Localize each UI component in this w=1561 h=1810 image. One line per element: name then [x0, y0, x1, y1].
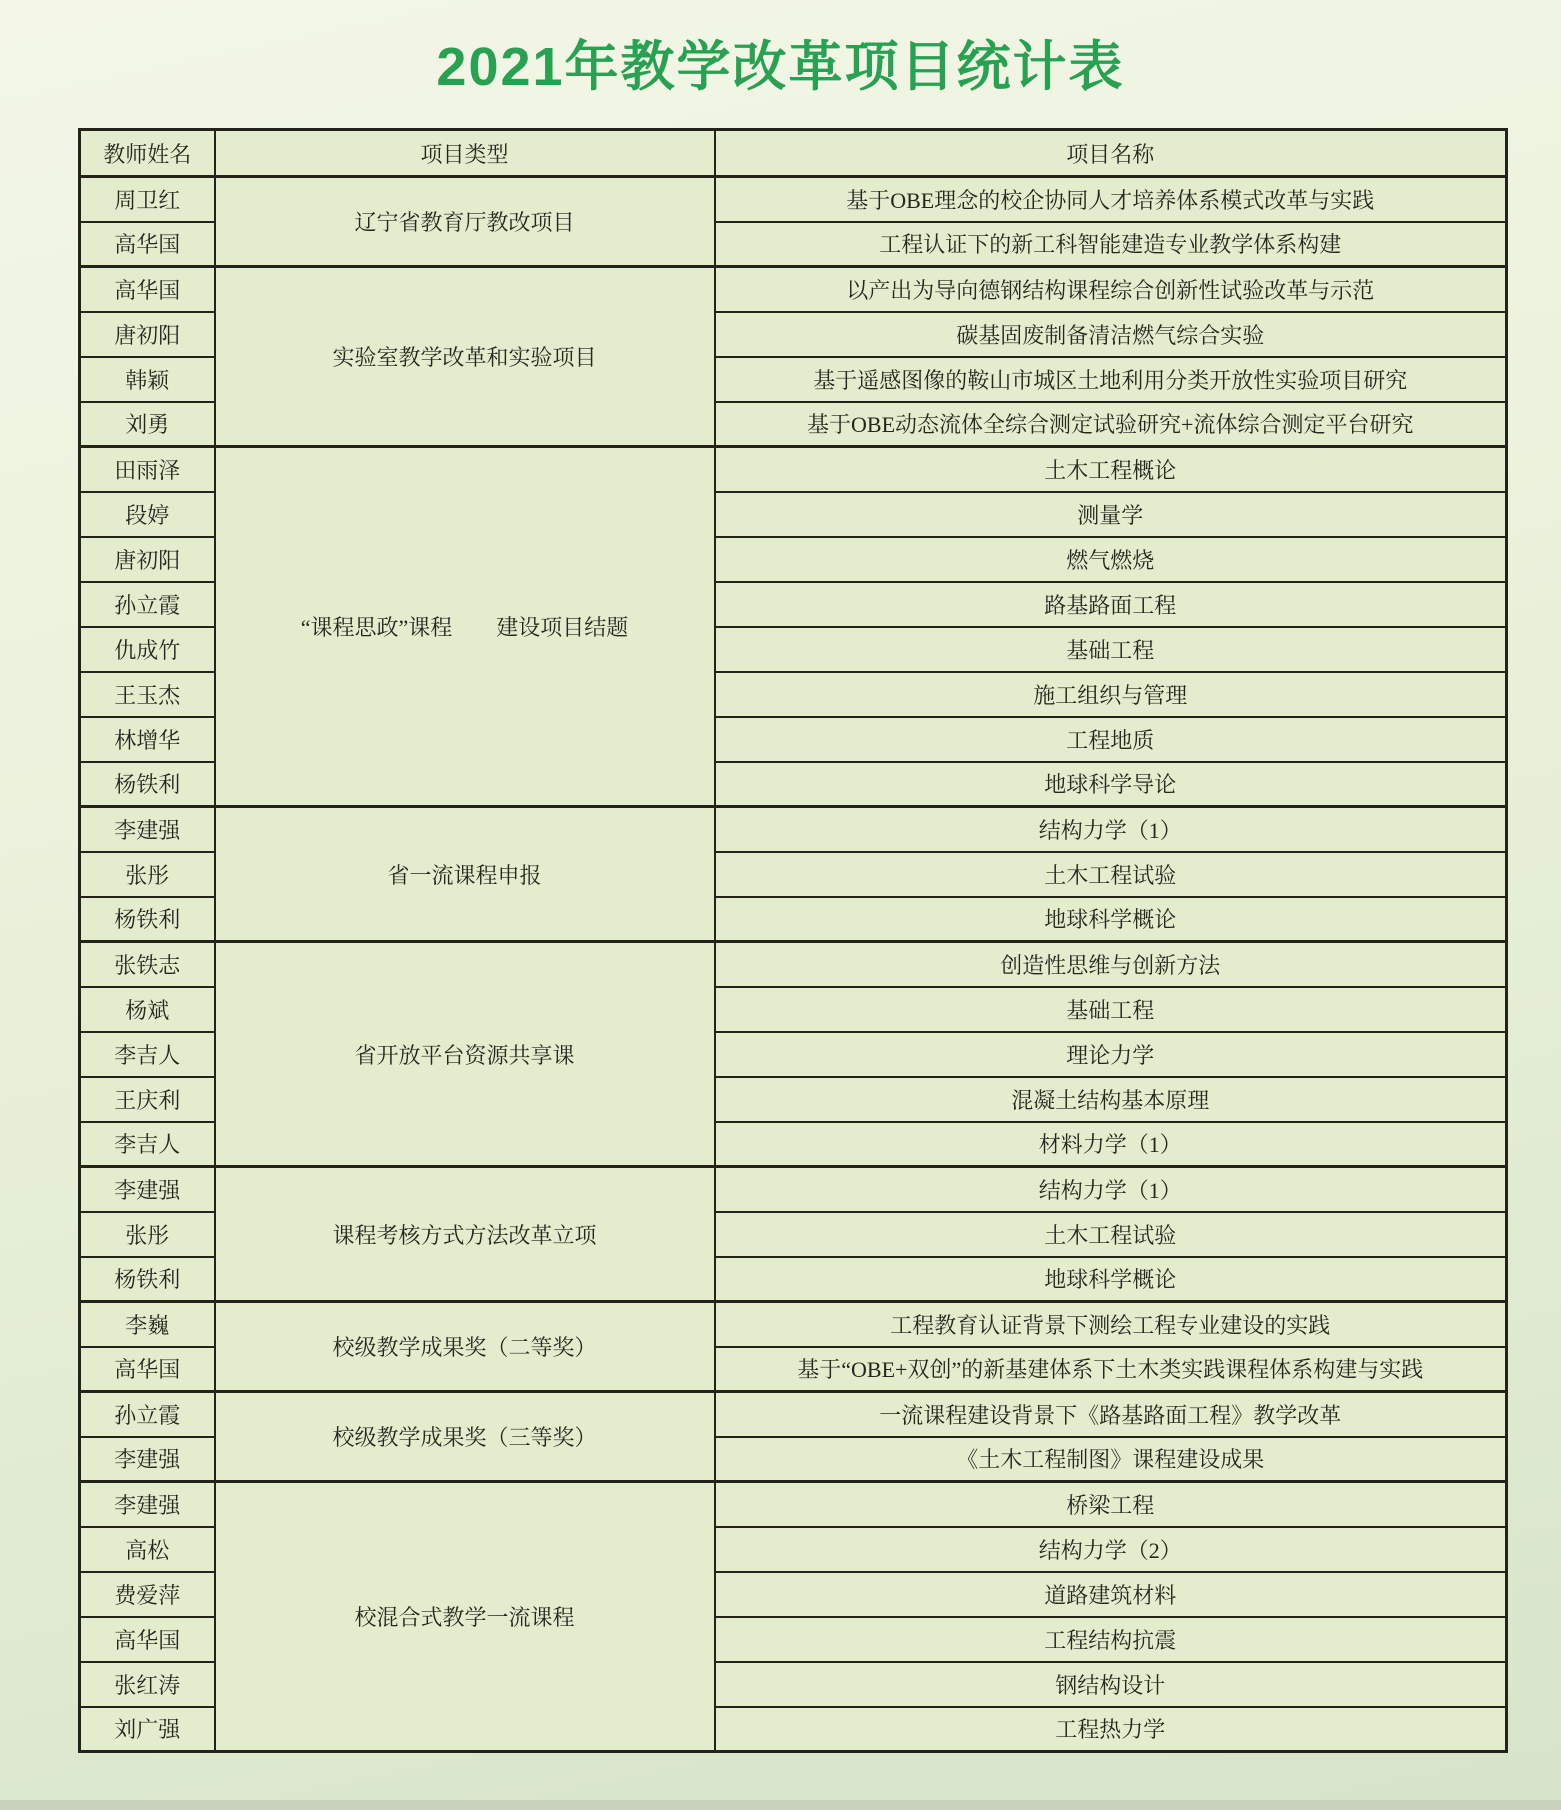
teacher-name-cell: 段婷: [80, 492, 215, 537]
teacher-name-cell: 李吉人: [80, 1032, 215, 1077]
project-type-cell: 实验室教学改革和实验项目: [215, 267, 715, 447]
teacher-name-cell: 刘广强: [80, 1707, 215, 1752]
project-name-cell: 燃气燃烧: [715, 537, 1507, 582]
teacher-name-cell: 林增华: [80, 717, 215, 762]
teacher-name-cell: 高华国: [80, 222, 215, 267]
page-title: 2021年教学改革项目统计表: [436, 37, 1125, 97]
project-name-cell: 工程教育认证背景下测绘工程专业建设的实践: [715, 1302, 1507, 1347]
teacher-name-cell: 杨铁利: [80, 1257, 215, 1302]
table-row: [80, 807, 1507, 852]
project-name-cell: 测量学: [715, 492, 1507, 537]
project-name-cell: 土木工程概论: [715, 447, 1507, 492]
project-name-cell: 一流课程建设背景下《路基路面工程》教学改革: [715, 1392, 1507, 1437]
project-name-cell: 路基路面工程: [715, 582, 1507, 627]
teacher-name-cell: 刘勇: [80, 402, 215, 447]
teacher-name-cell: 高华国: [80, 1347, 215, 1392]
project-type-cell: 辽宁省教育厅教改项目: [215, 177, 715, 267]
teacher-name-cell: 仇成竹: [80, 627, 215, 672]
project-name-cell: 地球科学概论: [715, 1257, 1507, 1302]
project-name-cell: 以产出为导向德钢结构课程综合创新性试验改革与示范: [715, 267, 1507, 312]
teacher-name-cell: 田雨泽: [80, 447, 215, 492]
project-name-cell: 工程认证下的新工科智能建造专业教学体系构建: [715, 222, 1507, 267]
projects-table: [78, 128, 1508, 1753]
project-name-cell: 创造性思维与创新方法: [715, 942, 1507, 987]
teacher-name-cell: 张铁志: [80, 942, 215, 987]
teacher-name-cell: 孙立霞: [80, 1392, 215, 1437]
project-type-cell: 校级教学成果奖（二等奖）: [215, 1302, 715, 1392]
teacher-name-cell: 李巍: [80, 1302, 215, 1347]
table-body: [80, 177, 1507, 1752]
teacher-name-cell: 高华国: [80, 1617, 215, 1662]
teacher-name-cell: 李建强: [80, 1167, 215, 1212]
project-name-cell: 《土木工程制图》课程建设成果: [715, 1437, 1507, 1482]
project-name-cell: 结构力学（1）: [715, 807, 1507, 852]
table-row: [80, 1167, 1507, 1212]
project-name-cell: 工程结构抗震: [715, 1617, 1507, 1662]
project-name-cell: 土木工程试验: [715, 1212, 1507, 1257]
project-name-cell: 结构力学（2）: [715, 1527, 1507, 1572]
teacher-name-cell: 张彤: [80, 1212, 215, 1257]
teacher-name-cell: 杨铁利: [80, 762, 215, 807]
teacher-name-cell: 唐初阳: [80, 537, 215, 582]
project-name-cell: 工程地质: [715, 717, 1507, 762]
teacher-name-cell: 唐初阳: [80, 312, 215, 357]
project-type-cell: 校级教学成果奖（三等奖）: [215, 1392, 715, 1482]
teacher-name-cell: 孙立霞: [80, 582, 215, 627]
table-row: [80, 267, 1507, 312]
bottom-edge-strip: [0, 1800, 1561, 1810]
teacher-name-cell: 高松: [80, 1527, 215, 1572]
project-type-cell: “课程思政”课程 建设项目结题: [215, 447, 715, 807]
teacher-name-cell: 李建强: [80, 1482, 215, 1527]
teacher-name-cell: 张红涛: [80, 1662, 215, 1707]
project-name-cell: 材料力学（1）: [715, 1122, 1507, 1167]
table-row: [80, 177, 1507, 222]
header-row: [80, 130, 1507, 177]
project-name-cell: 施工组织与管理: [715, 672, 1507, 717]
project-name-cell: 地球科学导论: [715, 762, 1507, 807]
project-name-cell: 工程热力学: [715, 1707, 1507, 1752]
table-row: [80, 942, 1507, 987]
project-type-cell: 课程考核方式方法改革立项: [215, 1167, 715, 1302]
teacher-name-cell: 高华国: [80, 267, 215, 312]
teacher-name-cell: 周卫红: [80, 177, 215, 222]
project-name-cell: 混凝土结构基本原理: [715, 1077, 1507, 1122]
teacher-name-cell: 李建强: [80, 1437, 215, 1482]
project-name-cell: 结构力学（1）: [715, 1167, 1507, 1212]
col-header-teacher-name: 教师姓名: [80, 130, 215, 177]
project-name-cell: 基于OBE理念的校企协同人才培养体系模式改革与实践: [715, 177, 1507, 222]
col-header-project-name: 项目名称: [715, 130, 1507, 177]
teacher-name-cell: 费爱萍: [80, 1572, 215, 1617]
project-name-cell: 基于“OBE+双创”的新基建体系下土木类实践课程体系构建与实践: [715, 1347, 1507, 1392]
teacher-name-cell: 王玉杰: [80, 672, 215, 717]
project-type-cell: 省开放平台资源共享课: [215, 942, 715, 1167]
project-name-cell: 土木工程试验: [715, 852, 1507, 897]
teacher-name-cell: 李吉人: [80, 1122, 215, 1167]
project-name-cell: 碳基固废制备清洁燃气综合实验: [715, 312, 1507, 357]
project-name-cell: 地球科学概论: [715, 897, 1507, 942]
project-name-cell: 基于遥感图像的鞍山市城区土地利用分类开放性实验项目研究: [715, 357, 1507, 402]
project-name-cell: 桥梁工程: [715, 1482, 1507, 1527]
project-type-cell: 校混合式教学一流课程: [215, 1482, 715, 1752]
project-name-cell: 基础工程: [715, 627, 1507, 672]
teacher-name-cell: 杨铁利: [80, 897, 215, 942]
table-row: [80, 447, 1507, 492]
teacher-name-cell: 张彤: [80, 852, 215, 897]
teacher-name-cell: 韩颖: [80, 357, 215, 402]
teacher-name-cell: 杨斌: [80, 987, 215, 1032]
table-row: [80, 1392, 1507, 1437]
project-name-cell: 理论力学: [715, 1032, 1507, 1077]
table-row: [80, 1302, 1507, 1347]
project-name-cell: 基础工程: [715, 987, 1507, 1032]
project-name-cell: 基于OBE动态流体全综合测定试验研究+流体综合测定平台研究: [715, 402, 1507, 447]
project-name-cell: 钢结构设计: [715, 1662, 1507, 1707]
project-type-cell: 省一流课程申报: [215, 807, 715, 942]
table-row: [80, 1482, 1507, 1527]
teacher-name-cell: 李建强: [80, 807, 215, 852]
teacher-name-cell: 王庆利: [80, 1077, 215, 1122]
project-name-cell: 道路建筑材料: [715, 1572, 1507, 1617]
col-header-project-type: 项目类型: [215, 130, 715, 177]
